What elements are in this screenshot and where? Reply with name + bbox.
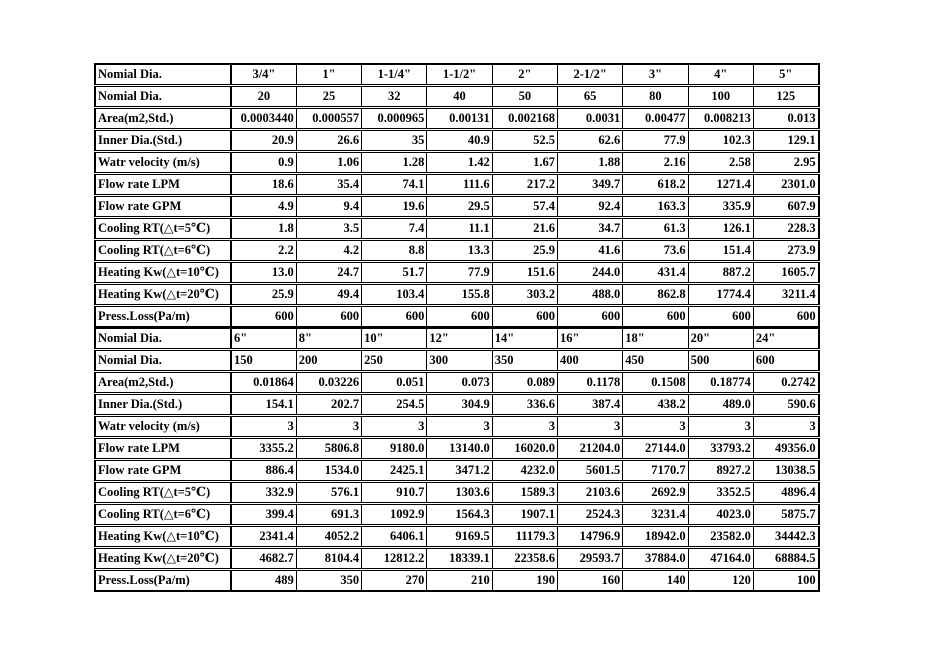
row-label: Nomial Dia. bbox=[95, 64, 231, 86]
size-header-cell: 2-1/2" bbox=[557, 64, 622, 86]
value-cell: 0.9 bbox=[231, 152, 296, 174]
row-label: Cooling RT(△t=6℃) bbox=[95, 504, 231, 526]
value-cell: 0.002168 bbox=[492, 108, 557, 130]
table-row bbox=[95, 306, 819, 328]
value-cell: 4682.7 bbox=[231, 548, 296, 570]
value-cell: 19.6 bbox=[362, 196, 427, 218]
value-cell: 13.3 bbox=[427, 240, 492, 262]
table-body bbox=[95, 64, 819, 327]
value-cell: 140 bbox=[623, 570, 688, 592]
value-cell: 600 bbox=[492, 306, 557, 328]
dn-header-cell: 400 bbox=[557, 350, 622, 372]
row-label: Nomial Dia. bbox=[95, 86, 231, 108]
value-cell: 2524.3 bbox=[557, 504, 622, 526]
value-cell: 24.7 bbox=[296, 262, 361, 284]
size-header-cell: 24" bbox=[753, 328, 818, 350]
value-cell: 217.2 bbox=[492, 174, 557, 196]
value-cell: 51.7 bbox=[362, 262, 427, 284]
value-cell: 2.2 bbox=[231, 240, 296, 262]
value-cell: 3 bbox=[492, 416, 557, 438]
table-row bbox=[95, 262, 819, 284]
value-cell: 336.6 bbox=[492, 394, 557, 416]
value-cell: 202.7 bbox=[296, 394, 361, 416]
value-cell: 8.8 bbox=[362, 240, 427, 262]
value-cell: 1271.4 bbox=[688, 174, 753, 196]
value-cell: 129.1 bbox=[753, 130, 818, 152]
value-cell: 9169.5 bbox=[427, 526, 492, 548]
size-header-cell: 1-1/4" bbox=[362, 64, 427, 86]
row-label: Heating Kw(△t=20℃) bbox=[95, 548, 231, 570]
value-cell: 273.9 bbox=[753, 240, 818, 262]
row-label: Flow rate LPM bbox=[95, 438, 231, 460]
value-cell: 20.9 bbox=[231, 130, 296, 152]
row-label: Watr velocity (m/s) bbox=[95, 416, 231, 438]
value-cell: 3 bbox=[623, 416, 688, 438]
value-cell: 590.6 bbox=[753, 394, 818, 416]
size-header-cell: 6" bbox=[231, 328, 296, 350]
value-cell: 5806.8 bbox=[296, 438, 361, 460]
dn-header-cell: 50 bbox=[492, 86, 557, 108]
value-cell: 2341.4 bbox=[231, 526, 296, 548]
value-cell: 14796.9 bbox=[557, 526, 622, 548]
row-label: Heating Kw(△t=10℃) bbox=[95, 262, 231, 284]
value-cell: 3.5 bbox=[296, 218, 361, 240]
size-header-cell: 3" bbox=[623, 64, 688, 86]
size-header-cell: 18" bbox=[623, 328, 688, 350]
value-cell: 34.7 bbox=[557, 218, 622, 240]
value-cell: 0.000557 bbox=[296, 108, 361, 130]
value-cell: 3211.4 bbox=[753, 284, 818, 306]
value-cell: 0.089 bbox=[492, 372, 557, 394]
value-cell: 11179.3 bbox=[492, 526, 557, 548]
value-cell: 40.9 bbox=[427, 130, 492, 152]
dn-header-cell: 25 bbox=[296, 86, 361, 108]
value-cell: 349.7 bbox=[557, 174, 622, 196]
value-cell: 3471.2 bbox=[427, 460, 492, 482]
table-row bbox=[95, 240, 819, 262]
table-row bbox=[95, 174, 819, 196]
value-cell: 1774.4 bbox=[688, 284, 753, 306]
row-label: Flow rate GPM bbox=[95, 460, 231, 482]
dn-header-cell: 500 bbox=[688, 350, 753, 372]
table-row bbox=[95, 130, 819, 152]
value-cell: 1564.3 bbox=[427, 504, 492, 526]
value-cell: 0.013 bbox=[753, 108, 818, 130]
size-header-cell: 1" bbox=[296, 64, 361, 86]
value-cell: 7170.7 bbox=[623, 460, 688, 482]
table-row bbox=[95, 570, 819, 592]
value-cell: 303.2 bbox=[492, 284, 557, 306]
value-cell: 4232.0 bbox=[492, 460, 557, 482]
value-cell: 1907.1 bbox=[492, 504, 557, 526]
value-cell: 270 bbox=[362, 570, 427, 592]
value-cell: 49.4 bbox=[296, 284, 361, 306]
dn-header-cell: 600 bbox=[753, 350, 818, 372]
table-row bbox=[95, 372, 819, 394]
value-cell: 3 bbox=[427, 416, 492, 438]
value-cell: 0.0003440 bbox=[231, 108, 296, 130]
dn-header-cell: 32 bbox=[362, 86, 427, 108]
row-label: Cooling RT(△t=6℃) bbox=[95, 240, 231, 262]
value-cell: 887.2 bbox=[688, 262, 753, 284]
value-cell: 4.9 bbox=[231, 196, 296, 218]
value-cell: 335.9 bbox=[688, 196, 753, 218]
row-label: Watr velocity (m/s) bbox=[95, 152, 231, 174]
value-cell: 5601.5 bbox=[557, 460, 622, 482]
value-cell: 41.6 bbox=[557, 240, 622, 262]
value-cell: 332.9 bbox=[231, 482, 296, 504]
row-label: Flow rate GPM bbox=[95, 196, 231, 218]
table-row bbox=[95, 108, 819, 130]
value-cell: 600 bbox=[557, 306, 622, 328]
size-header-cell: 20" bbox=[688, 328, 753, 350]
value-cell: 103.4 bbox=[362, 284, 427, 306]
value-cell: 25.9 bbox=[492, 240, 557, 262]
value-cell: 489.0 bbox=[688, 394, 753, 416]
value-cell: 387.4 bbox=[557, 394, 622, 416]
row-label: Press.Loss(Pa/m) bbox=[95, 570, 231, 592]
dn-header-cell: 40 bbox=[427, 86, 492, 108]
value-cell: 0.00131 bbox=[427, 108, 492, 130]
value-cell: 2425.1 bbox=[362, 460, 427, 482]
value-cell: 11.1 bbox=[427, 218, 492, 240]
value-cell: 7.4 bbox=[362, 218, 427, 240]
table-row bbox=[95, 504, 819, 526]
value-cell: 0.2742 bbox=[753, 372, 818, 394]
dn-header-cell: 200 bbox=[296, 350, 361, 372]
value-cell: 1.88 bbox=[557, 152, 622, 174]
value-cell: 1534.0 bbox=[296, 460, 361, 482]
value-cell: 18942.0 bbox=[623, 526, 688, 548]
value-cell: 0.0031 bbox=[557, 108, 622, 130]
value-cell: 600 bbox=[231, 306, 296, 328]
table-row-nominal-dn bbox=[95, 350, 819, 372]
value-cell: 18.6 bbox=[231, 174, 296, 196]
value-cell: 13140.0 bbox=[427, 438, 492, 460]
table-row bbox=[95, 482, 819, 504]
value-cell: 9180.0 bbox=[362, 438, 427, 460]
size-header-cell: 16" bbox=[557, 328, 622, 350]
value-cell: 3355.2 bbox=[231, 438, 296, 460]
value-cell: 33793.2 bbox=[688, 438, 753, 460]
row-label: Cooling RT(△t=5℃) bbox=[95, 218, 231, 240]
value-cell: 910.7 bbox=[362, 482, 427, 504]
row-label: Area(m2,Std.) bbox=[95, 372, 231, 394]
value-cell: 154.1 bbox=[231, 394, 296, 416]
table-row bbox=[95, 548, 819, 570]
dn-header-cell: 100 bbox=[688, 86, 753, 108]
value-cell: 74.1 bbox=[362, 174, 427, 196]
value-cell: 600 bbox=[296, 306, 361, 328]
value-cell: 0.1508 bbox=[623, 372, 688, 394]
value-cell: 29.5 bbox=[427, 196, 492, 218]
value-cell: 399.4 bbox=[231, 504, 296, 526]
value-cell: 600 bbox=[362, 306, 427, 328]
table-row bbox=[95, 438, 819, 460]
value-cell: 21204.0 bbox=[557, 438, 622, 460]
value-cell: 2.95 bbox=[753, 152, 818, 174]
value-cell: 160 bbox=[557, 570, 622, 592]
row-label: Nomial Dia. bbox=[95, 328, 231, 350]
value-cell: 618.2 bbox=[623, 174, 688, 196]
value-cell: 190 bbox=[492, 570, 557, 592]
value-cell: 151.4 bbox=[688, 240, 753, 262]
size-header-cell: 4" bbox=[688, 64, 753, 86]
value-cell: 8927.2 bbox=[688, 460, 753, 482]
value-cell: 62.6 bbox=[557, 130, 622, 152]
value-cell: 57.4 bbox=[492, 196, 557, 218]
table-row bbox=[95, 460, 819, 482]
table-row-nominal-dn bbox=[95, 86, 819, 108]
value-cell: 2103.6 bbox=[557, 482, 622, 504]
value-cell: 0.00477 bbox=[623, 108, 688, 130]
dn-header-cell: 350 bbox=[492, 350, 557, 372]
value-cell: 126.1 bbox=[688, 218, 753, 240]
value-cell: 0.01864 bbox=[231, 372, 296, 394]
value-cell: 35.4 bbox=[296, 174, 361, 196]
value-cell: 12812.2 bbox=[362, 548, 427, 570]
value-cell: 1.67 bbox=[492, 152, 557, 174]
row-label: Heating Kw(△t=20℃) bbox=[95, 284, 231, 306]
value-cell: 438.2 bbox=[623, 394, 688, 416]
value-cell: 3 bbox=[557, 416, 622, 438]
value-cell: 600 bbox=[753, 306, 818, 328]
value-cell: 0.073 bbox=[427, 372, 492, 394]
row-label: Heating Kw(△t=10℃) bbox=[95, 526, 231, 548]
value-cell: 47164.0 bbox=[688, 548, 753, 570]
value-cell: 52.5 bbox=[492, 130, 557, 152]
table-row bbox=[95, 526, 819, 548]
pipe-table-small bbox=[94, 63, 820, 328]
value-cell: 2301.0 bbox=[753, 174, 818, 196]
dn-header-cell: 150 bbox=[231, 350, 296, 372]
dn-header-cell: 20 bbox=[231, 86, 296, 108]
value-cell: 27144.0 bbox=[623, 438, 688, 460]
value-cell: 691.3 bbox=[296, 504, 361, 526]
value-cell: 163.3 bbox=[623, 196, 688, 218]
value-cell: 600 bbox=[688, 306, 753, 328]
value-cell: 151.6 bbox=[492, 262, 557, 284]
value-cell: 1303.6 bbox=[427, 482, 492, 504]
value-cell: 1.06 bbox=[296, 152, 361, 174]
value-cell: 23582.0 bbox=[688, 526, 753, 548]
size-header-cell: 14" bbox=[492, 328, 557, 350]
size-header-cell: 1-1/2" bbox=[427, 64, 492, 86]
row-label: Inner Dia.(Std.) bbox=[95, 394, 231, 416]
value-cell: 3 bbox=[753, 416, 818, 438]
value-cell: 1.28 bbox=[362, 152, 427, 174]
size-header-cell: 10" bbox=[362, 328, 427, 350]
value-cell: 1.8 bbox=[231, 218, 296, 240]
size-header-cell: 12" bbox=[427, 328, 492, 350]
value-cell: 3 bbox=[296, 416, 361, 438]
value-cell: 111.6 bbox=[427, 174, 492, 196]
table-row bbox=[95, 218, 819, 240]
value-cell: 1.42 bbox=[427, 152, 492, 174]
value-cell: 77.9 bbox=[623, 130, 688, 152]
dn-header-cell: 450 bbox=[623, 350, 688, 372]
value-cell: 0.18774 bbox=[688, 372, 753, 394]
table-row bbox=[95, 152, 819, 174]
value-cell: 8104.4 bbox=[296, 548, 361, 570]
size-header-cell: 3/4" bbox=[231, 64, 296, 86]
value-cell: 600 bbox=[427, 306, 492, 328]
value-cell: 0.03226 bbox=[296, 372, 361, 394]
value-cell: 155.8 bbox=[427, 284, 492, 306]
value-cell: 3 bbox=[688, 416, 753, 438]
table-row bbox=[95, 416, 819, 438]
value-cell: 34442.3 bbox=[753, 526, 818, 548]
dn-header-cell: 125 bbox=[753, 86, 818, 108]
value-cell: 2.16 bbox=[623, 152, 688, 174]
value-cell: 4023.0 bbox=[688, 504, 753, 526]
value-cell: 3352.5 bbox=[688, 482, 753, 504]
value-cell: 49356.0 bbox=[753, 438, 818, 460]
row-label: Cooling RT(△t=5℃) bbox=[95, 482, 231, 504]
value-cell: 254.5 bbox=[362, 394, 427, 416]
value-cell: 1589.3 bbox=[492, 482, 557, 504]
value-cell: 77.9 bbox=[427, 262, 492, 284]
value-cell: 2.58 bbox=[688, 152, 753, 174]
value-cell: 0.051 bbox=[362, 372, 427, 394]
value-cell: 4.2 bbox=[296, 240, 361, 262]
value-cell: 16020.0 bbox=[492, 438, 557, 460]
value-cell: 73.6 bbox=[623, 240, 688, 262]
value-cell: 26.6 bbox=[296, 130, 361, 152]
value-cell: 350 bbox=[296, 570, 361, 592]
value-cell: 21.6 bbox=[492, 218, 557, 240]
value-cell: 228.3 bbox=[753, 218, 818, 240]
dn-header-cell: 300 bbox=[427, 350, 492, 372]
row-label: Nomial Dia. bbox=[95, 350, 231, 372]
value-cell: 0.000965 bbox=[362, 108, 427, 130]
value-cell: 68884.5 bbox=[753, 548, 818, 570]
value-cell: 100 bbox=[753, 570, 818, 592]
row-label: Area(m2,Std.) bbox=[95, 108, 231, 130]
pipe-table-large bbox=[94, 327, 820, 592]
dn-header-cell: 250 bbox=[362, 350, 427, 372]
value-cell: 244.0 bbox=[557, 262, 622, 284]
value-cell: 3 bbox=[362, 416, 427, 438]
value-cell: 35 bbox=[362, 130, 427, 152]
value-cell: 488.0 bbox=[557, 284, 622, 306]
value-cell: 0.008213 bbox=[688, 108, 753, 130]
value-cell: 22358.6 bbox=[492, 548, 557, 570]
value-cell: 607.9 bbox=[753, 196, 818, 218]
value-cell: 29593.7 bbox=[557, 548, 622, 570]
value-cell: 102.3 bbox=[688, 130, 753, 152]
value-cell: 886.4 bbox=[231, 460, 296, 482]
value-cell: 18339.1 bbox=[427, 548, 492, 570]
table-row-nominal-size bbox=[95, 328, 819, 350]
value-cell: 13.0 bbox=[231, 262, 296, 284]
value-cell: 210 bbox=[427, 570, 492, 592]
value-cell: 862.8 bbox=[623, 284, 688, 306]
value-cell: 2692.9 bbox=[623, 482, 688, 504]
dn-header-cell: 80 bbox=[623, 86, 688, 108]
value-cell: 1092.9 bbox=[362, 504, 427, 526]
table-row bbox=[95, 394, 819, 416]
value-cell: 576.1 bbox=[296, 482, 361, 504]
table-row-nominal-size bbox=[95, 64, 819, 86]
size-header-cell: 8" bbox=[296, 328, 361, 350]
value-cell: 9.4 bbox=[296, 196, 361, 218]
size-header-cell: 5" bbox=[753, 64, 818, 86]
row-label: Press.Loss(Pa/m) bbox=[95, 306, 231, 328]
size-header-cell: 2" bbox=[492, 64, 557, 86]
value-cell: 4896.4 bbox=[753, 482, 818, 504]
row-label: Inner Dia.(Std.) bbox=[95, 130, 231, 152]
value-cell: 489 bbox=[231, 570, 296, 592]
value-cell: 3 bbox=[231, 416, 296, 438]
value-cell: 37884.0 bbox=[623, 548, 688, 570]
value-cell: 13038.5 bbox=[753, 460, 818, 482]
value-cell: 5875.7 bbox=[753, 504, 818, 526]
value-cell: 3231.4 bbox=[623, 504, 688, 526]
table-body bbox=[95, 328, 819, 591]
value-cell: 600 bbox=[623, 306, 688, 328]
table-row bbox=[95, 284, 819, 306]
table-row bbox=[95, 196, 819, 218]
value-cell: 92.4 bbox=[557, 196, 622, 218]
value-cell: 61.3 bbox=[623, 218, 688, 240]
row-label: Flow rate LPM bbox=[95, 174, 231, 196]
value-cell: 1605.7 bbox=[753, 262, 818, 284]
dn-header-cell: 65 bbox=[557, 86, 622, 108]
value-cell: 0.1178 bbox=[557, 372, 622, 394]
value-cell: 25.9 bbox=[231, 284, 296, 306]
value-cell: 4052.2 bbox=[296, 526, 361, 548]
value-cell: 431.4 bbox=[623, 262, 688, 284]
value-cell: 304.9 bbox=[427, 394, 492, 416]
value-cell: 120 bbox=[688, 570, 753, 592]
value-cell: 6406.1 bbox=[362, 526, 427, 548]
